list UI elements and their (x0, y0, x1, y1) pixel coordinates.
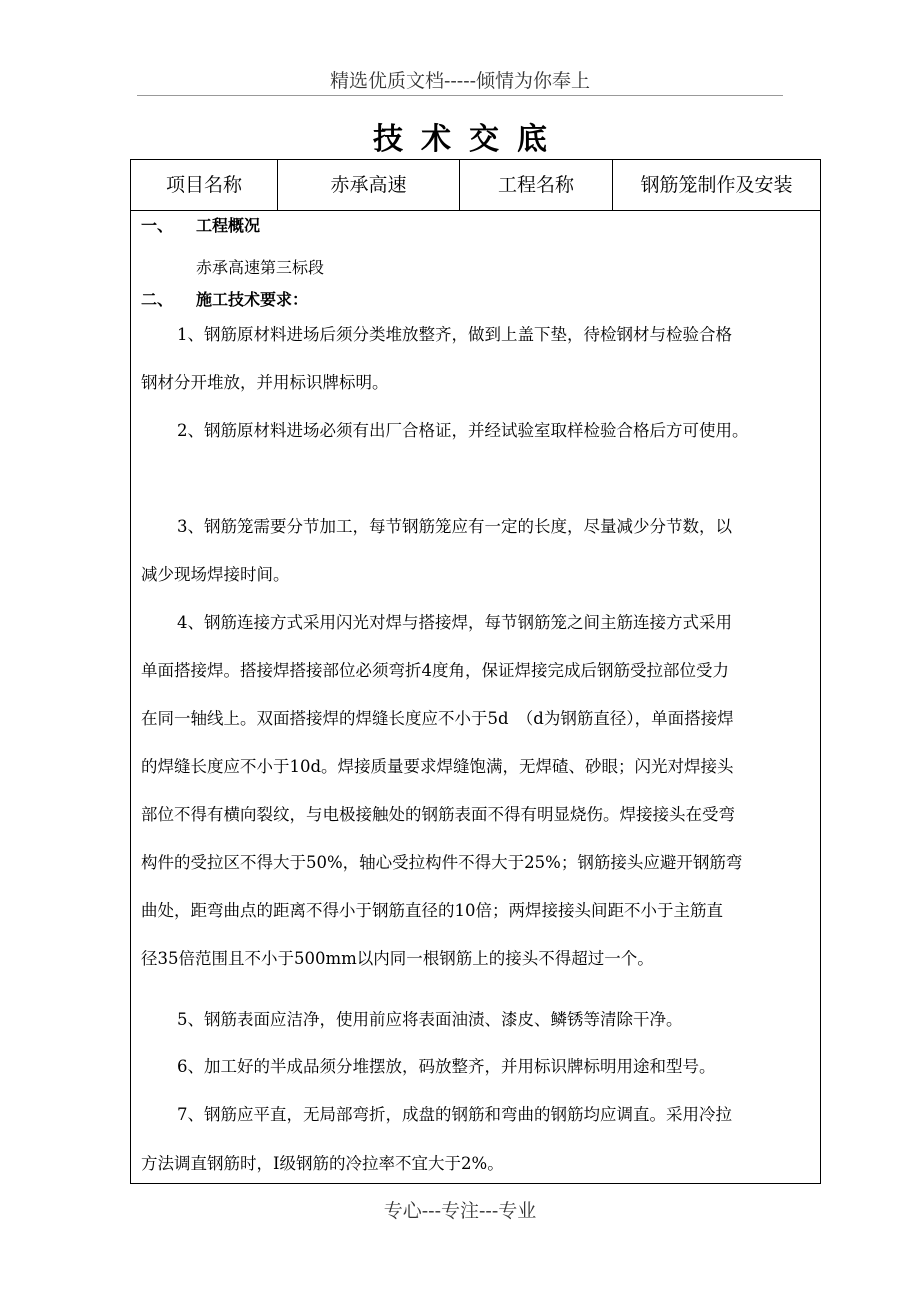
paragraph-line: 的焊缝长度应不小于10d。焊接质量要求焊缝饱满，无焊碴、砂眼；闪光对焊接头 (141, 757, 734, 776)
paragraph-line: 6、加工好的半成品须分堆摆放，码放整齐，并用标识牌标明用途和型号。 (177, 1057, 716, 1076)
header-rule (137, 95, 783, 96)
paragraph-line: 部位不得有横向裂纹，与电极接触处的钢筋表面不得有明显烧伤。焊接接头在受弯 (141, 805, 735, 824)
page-header: 精选优质文档-----倾情为你奉上 (329, 70, 591, 92)
document-title: 技术交底 (373, 122, 565, 157)
paragraph-line: 构件的受拉区不得大于50%，轴心受拉构件不得大于25%；钢筋接头应避开钢筋弯 (141, 853, 743, 872)
paragraph-line: 4、钢筋连接方式采用闪光对焊与搭接焊，每节钢筋笼之间主筋连接方式采用 (177, 613, 732, 632)
paragraph-line: 径35倍范围且不小于500mm以内同一根钢筋上的接头不得超过一个。 (141, 949, 654, 968)
section-overview-body: 赤承高速第三标段 (196, 258, 325, 277)
project-name-label: 项目名称 (131, 160, 278, 210)
paragraph-line: 7、钢筋应平直，无局部弯折，成盘的钢筋和弯曲的钢筋均应调直。采用冷拉 (177, 1105, 732, 1124)
section-number: 一、 (141, 216, 174, 235)
section-title: 工程概况 (196, 216, 261, 235)
paragraph-line: 2、钢筋原材料进场必须有出厂合格证，并经试验室取样检验合格后方可使用。 (177, 421, 749, 440)
paragraph-line: 3、钢筋笼需要分节加工，每节钢筋笼应有一定的长度，尽量减少分节数，以 (177, 517, 732, 536)
paragraph-line: 1、钢筋原材料进场后须分类堆放整齐，做到上盖下垫，待检钢材与检验合格 (177, 325, 732, 344)
project-name-value: 赤承高速 (278, 160, 460, 210)
paragraph-line: 减少现场焊接时间。 (141, 565, 290, 584)
work-name-label: 工程名称 (460, 160, 613, 210)
section-overview-heading (141, 213, 260, 236)
paragraph-line: 钢材分开堆放，并用标识牌标明。 (141, 373, 389, 392)
paragraph-line: 曲处，距弯曲点的距离不得小于钢筋直径的10倍；两焊接接头间距不小于主筋直 (141, 901, 723, 920)
page-footer: 专心---专注---专业 (383, 1200, 537, 1222)
section-title: 施工技术要求： (196, 290, 309, 309)
section-requirements-heading (141, 287, 308, 310)
section-number: 二、 (141, 290, 174, 309)
paragraph-line: 单面搭接焊。搭接焊搭接部位必须弯折4度角，保证焊接完成后钢筋受拉部位受力 (141, 661, 729, 680)
paragraph-line: 5、钢筋表面应洁净，使用前应将表面油渍、漆皮、鳞锈等清除干净。 (177, 1010, 683, 1029)
disclosure-form (130, 159, 821, 1184)
info-row (131, 160, 820, 211)
work-name-value: 钢筋笼制作及安装 (640, 174, 793, 196)
paragraph-line: 方法调直钢筋时，I级钢筋的冷拉率不宜大于2%。 (141, 1154, 504, 1173)
paragraph-line: 在同一轴线上。双面搭接焊的焊缝长度应不小于5d （d为钢筋直径），单面搭接焊 (141, 709, 734, 728)
